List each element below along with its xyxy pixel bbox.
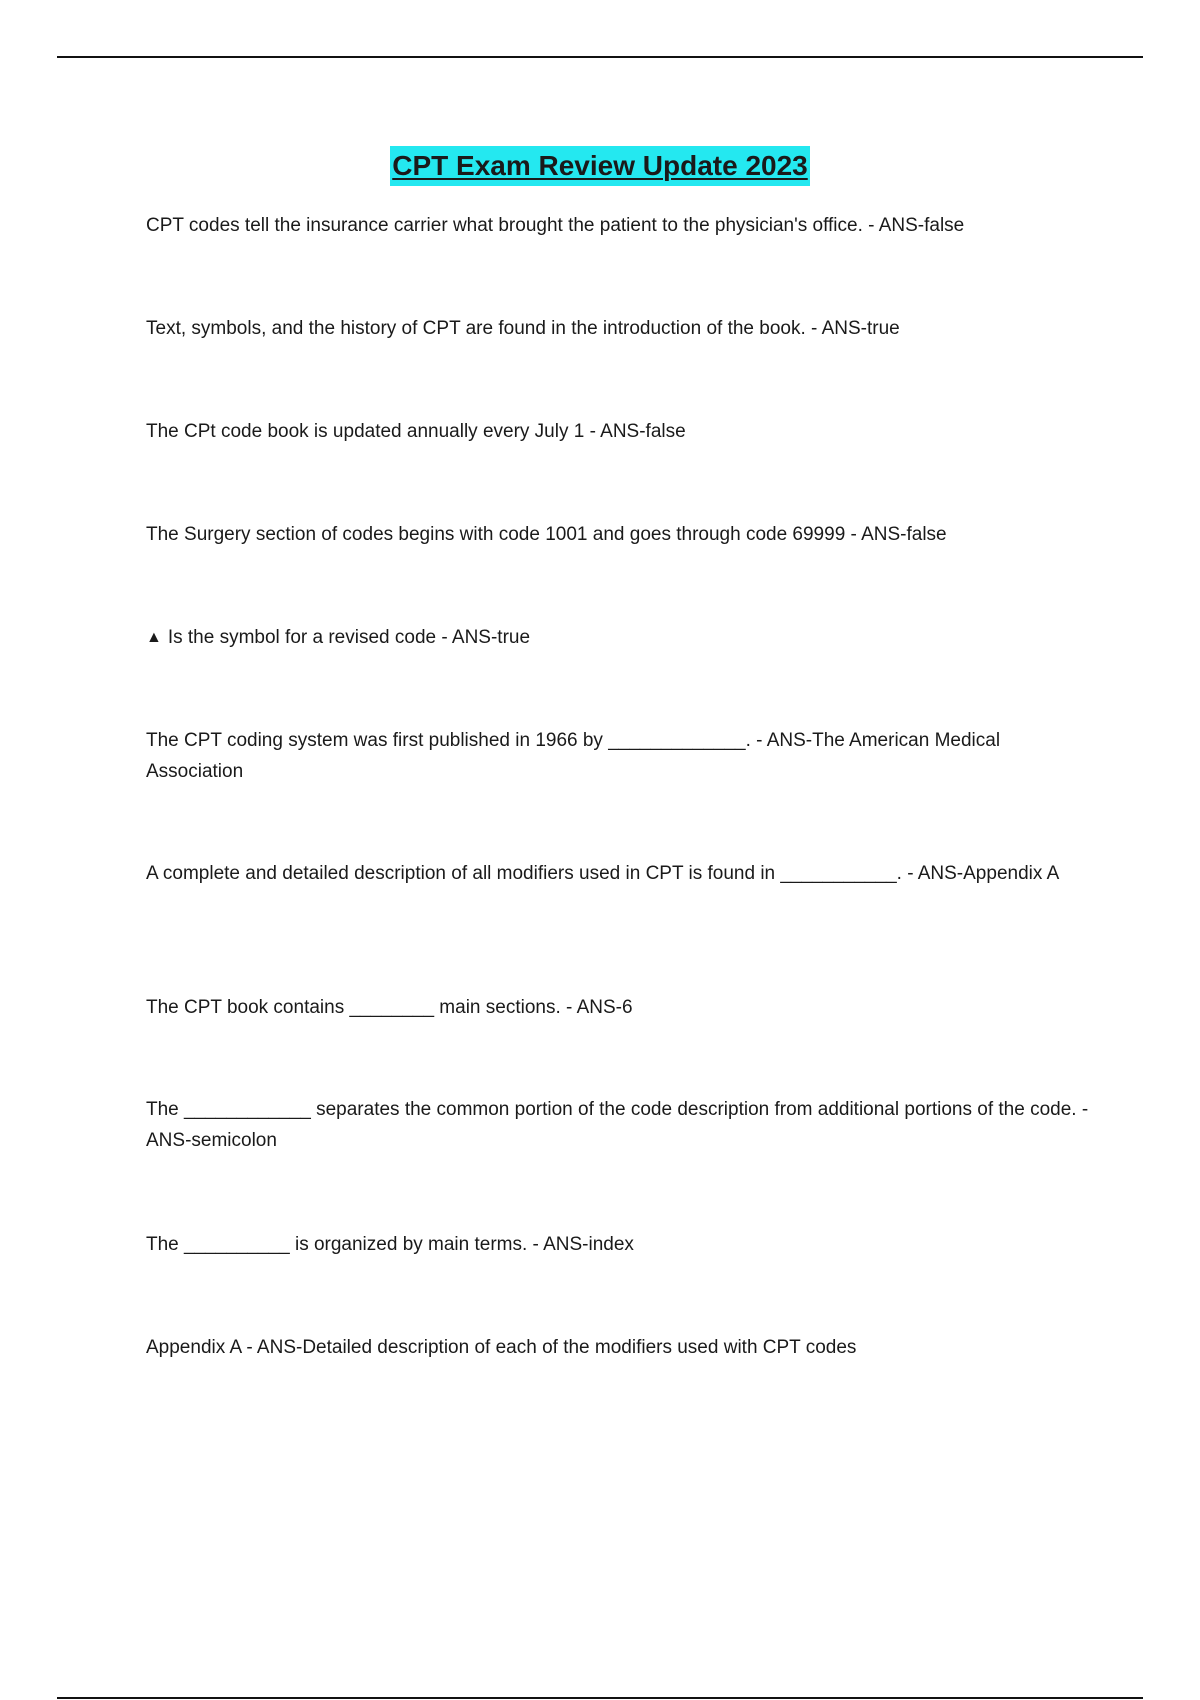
question-text: The CPT book contains ________ main sections. - ANS-6 (146, 997, 633, 1018)
question-text: Text, symbols, and the history of CPT are found in the introduction of the book. - ANS-true (146, 318, 900, 339)
question-item (146, 313, 1096, 344)
question-item (146, 992, 1096, 1023)
question-item (146, 1229, 1096, 1260)
top-rule (57, 56, 1143, 58)
question-text: The CPt code book is updated annually every July 1 - ANS-false (146, 421, 686, 442)
question-item (146, 1094, 1096, 1156)
bottom-rule (57, 1697, 1143, 1699)
question-text: The ____________ separates the common portion of the code description from additional portions of the code. - ANS-semicolon (146, 1099, 1089, 1151)
question-item (146, 519, 1096, 550)
title-container (0, 146, 1200, 186)
triangle-icon: ▲ (146, 629, 162, 646)
question-text: Appendix A - ANS-Detailed description of each of the modifiers used with CPT codes (146, 1337, 857, 1358)
question-text: The Surgery section of codes begins with code 1001 and goes through code 69999 - ANS-false (146, 524, 947, 545)
question-text: The __________ is organized by main terms. - ANS-index (146, 1234, 634, 1255)
question-item (146, 622, 1096, 653)
question-text: The CPT coding system was first published in 1966 by _____________. - ANS-The American Medical Association (146, 730, 1001, 782)
question-item (146, 858, 1096, 889)
question-item (146, 416, 1096, 447)
question-item (146, 210, 1096, 241)
question-text: A complete and detailed description of all modifiers used in CPT is found in ___________. - ANS-Appendix A (146, 863, 1060, 884)
question-text: Is the symbol for a revised code - ANS-true (167, 627, 531, 648)
question-text: CPT codes tell the insurance carrier what brought the patient to the physician's office. - ANS-false (146, 215, 965, 236)
document-title: CPT Exam Review Update 2023 (390, 146, 810, 186)
question-item (146, 1332, 1096, 1363)
question-item (146, 725, 1096, 787)
